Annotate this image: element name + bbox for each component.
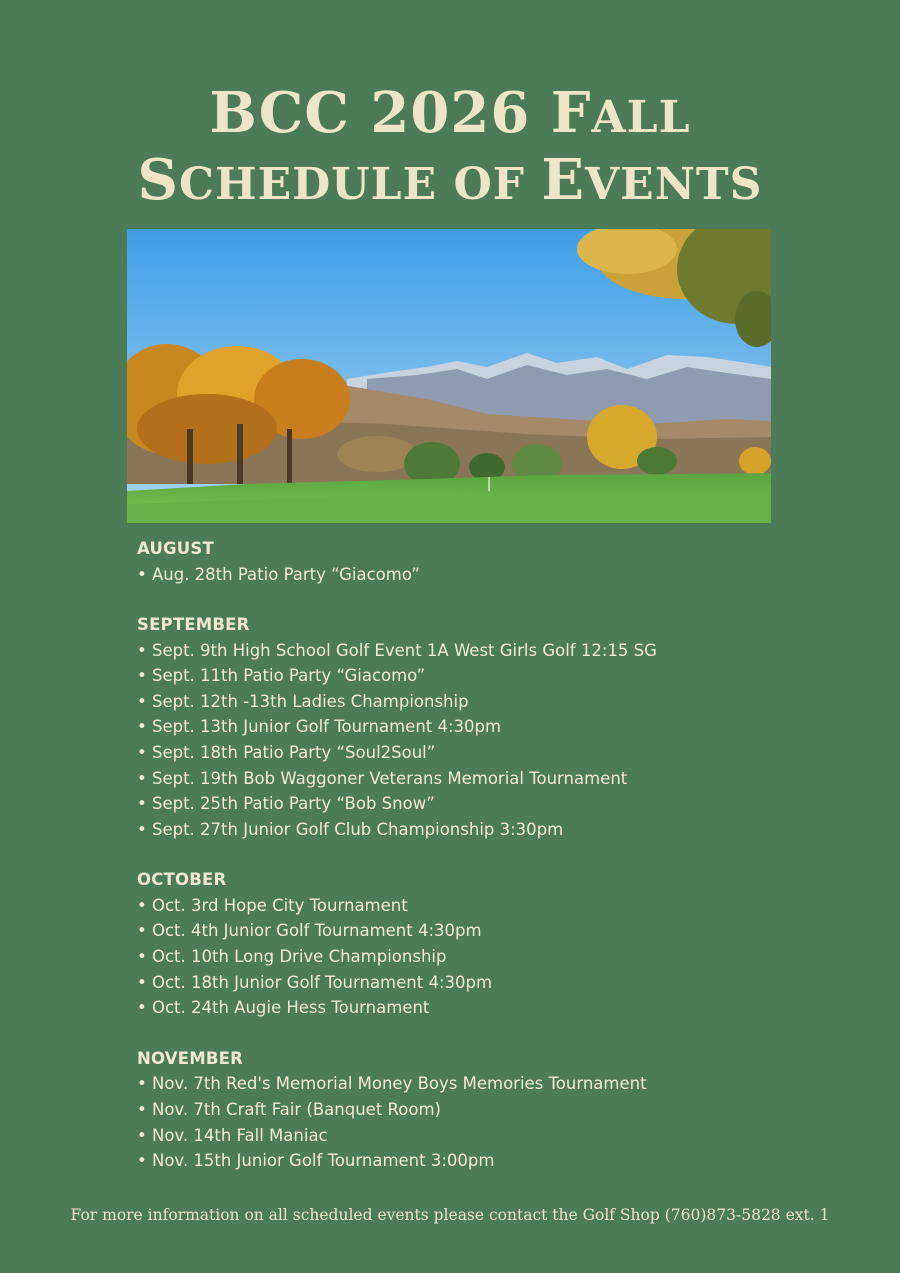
event-item: • Oct. 10th Long Drive Championship bbox=[137, 947, 447, 967]
event-item: • Sept. 18th Patio Party “Soul2Soul” bbox=[137, 742, 436, 762]
page-title bbox=[0, 82, 900, 216]
month-november bbox=[137, 1046, 837, 1174]
event-item: • Sept. 19th Bob Waggoner Veterans Memorial Tournament bbox=[137, 768, 628, 788]
event-item: • Oct. 3rd Hope City Tournament bbox=[137, 895, 408, 915]
contact-footer: For more information on all scheduled events please contact the Golf Shop (760)873-5828 ext. 1 bbox=[70, 1206, 830, 1224]
month-heading: NOVEMBER bbox=[137, 1048, 244, 1068]
title-line-2: SCHEDULE OF EVENTS bbox=[137, 147, 763, 213]
event-item: • Nov. 7th Craft Fair (Banquet Room) bbox=[137, 1099, 441, 1119]
event-item: • Sept. 13th Junior Golf Tournament 4:30pm bbox=[137, 717, 502, 737]
event-item: • Sept. 9th High School Golf Event 1A West Girls Golf 12:15 SG bbox=[137, 640, 657, 660]
event-item: • Oct. 18th Junior Golf Tournament 4:30pm bbox=[137, 972, 493, 992]
month-august bbox=[137, 536, 837, 587]
event-item: • Sept. 27th Junior Golf Club Championship 3:30pm bbox=[137, 819, 564, 839]
month-heading: AUGUST bbox=[137, 539, 214, 558]
events-list bbox=[137, 536, 837, 1199]
golf-course-photo bbox=[127, 229, 771, 523]
event-item: • Nov. 15th Junior Golf Tournament 3:00pm bbox=[137, 1151, 495, 1171]
event-item: • Oct. 24th Augie Hess Tournament bbox=[137, 998, 430, 1018]
month-heading: SEPTEMBER bbox=[137, 615, 250, 635]
event-item: • Oct. 4th Junior Golf Tournament 4:30pm bbox=[137, 921, 482, 941]
event-item: • Sept. 12th -13th Ladies Championship bbox=[137, 691, 469, 711]
event-item: • Nov. 7th Red's Memorial Money Boys Memories Tournament bbox=[137, 1074, 647, 1094]
event-item: • Sept. 25th Patio Party “Bob Snow” bbox=[137, 794, 435, 814]
event-item: • Aug. 28th Patio Party “Giacomo” bbox=[137, 564, 420, 584]
month-heading: OCTOBER bbox=[137, 870, 227, 890]
month-october bbox=[137, 867, 837, 1020]
event-item: • Sept. 11th Patio Party “Giacomo” bbox=[137, 666, 426, 686]
month-september bbox=[137, 612, 837, 842]
event-item: • Nov. 14th Fall Maniac bbox=[137, 1125, 328, 1145]
title-line-1: BCC 2026 FALL bbox=[209, 80, 691, 146]
